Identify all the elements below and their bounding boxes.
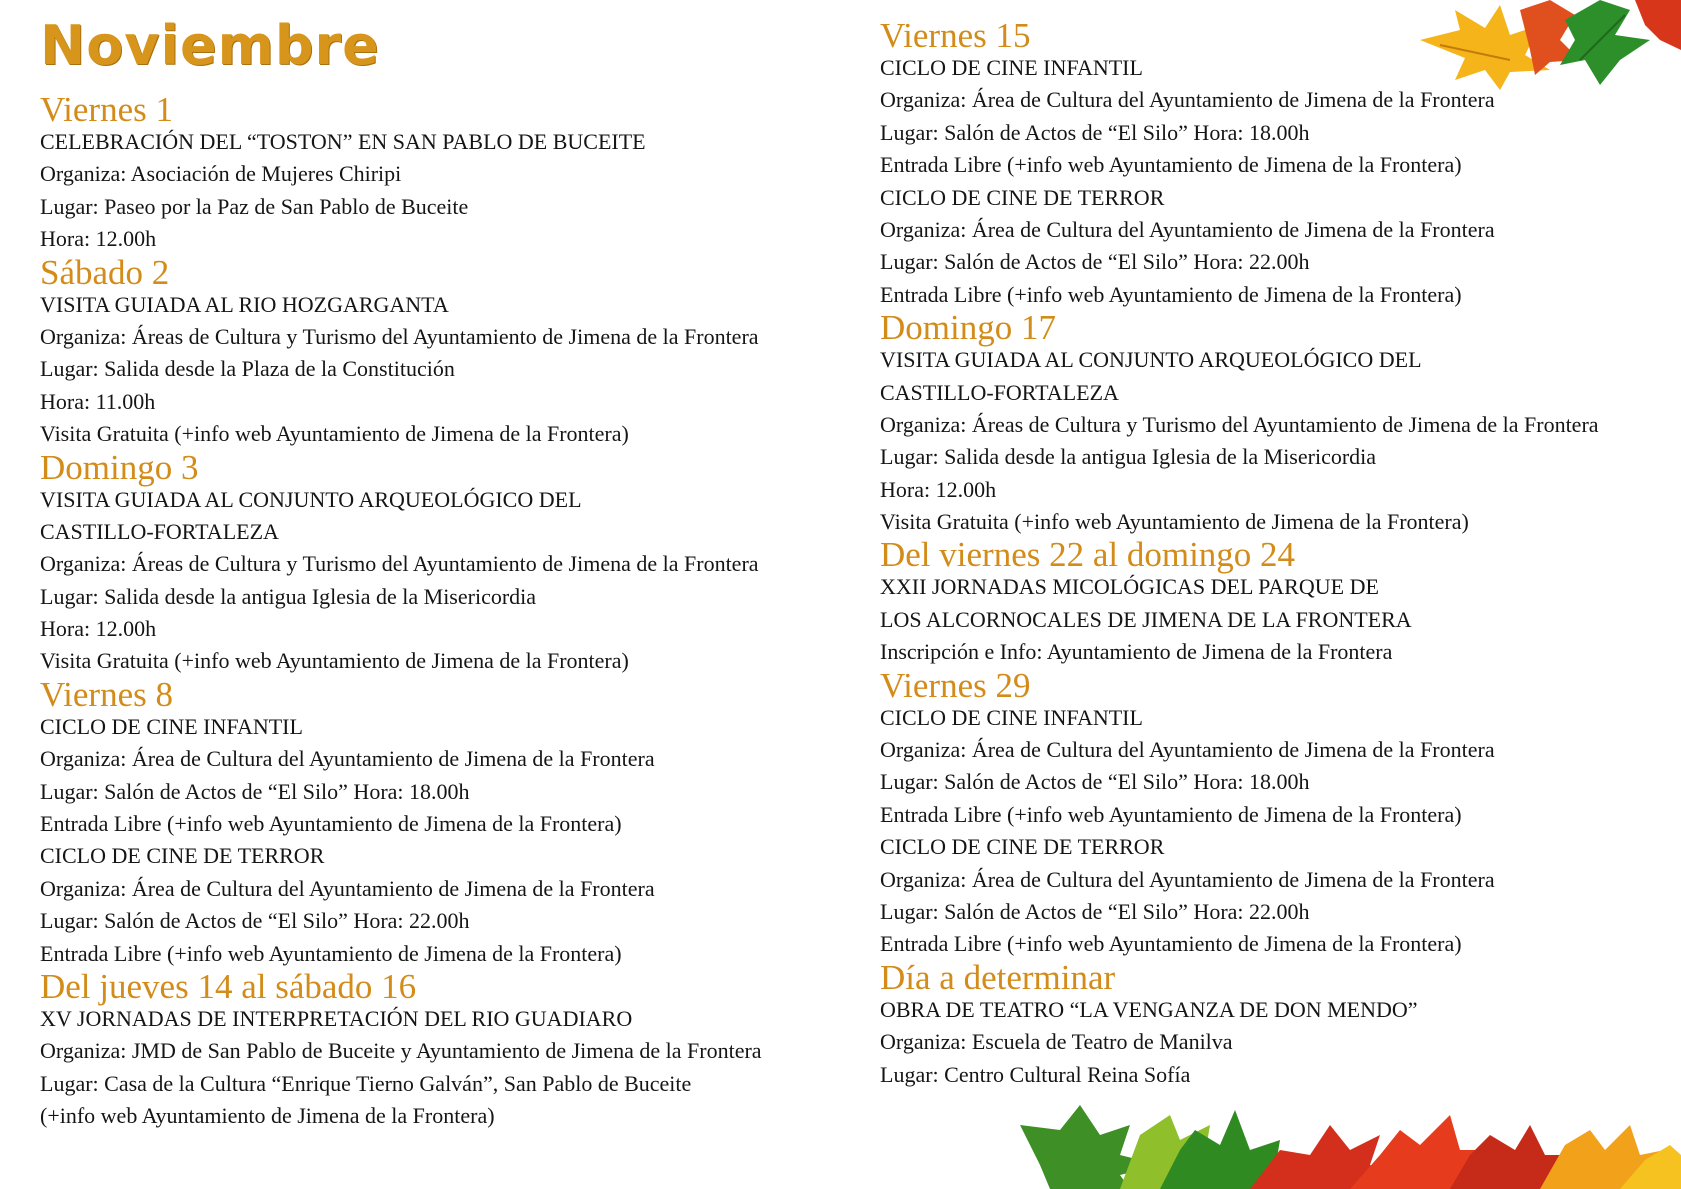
event-detail-line: OBRA DE TEATRO “LA VENGANZA DE DON MENDO” (880, 996, 1418, 1022)
event-detail-line: CICLO DE CINE INFANTIL (880, 55, 1143, 80)
event-date-heading: Viernes 29 (880, 665, 1031, 705)
event-detail-line: Visita Gratuita (+info web Ayuntamiento de Jimena de la Frontera) (40, 421, 629, 447)
event-detail-line: Lugar: Salida desde la antigua Iglesia de la Misericordia (40, 583, 537, 609)
event-date-heading: Día a determinar (880, 957, 1116, 997)
page-title: Noviembre (40, 14, 380, 77)
event-detail-line: Organiza: Asociación de Mujeres Chiripi (40, 161, 402, 187)
event-detail-line: Entrada Libre (+info web Ayuntamiento de Jimena de la Frontera) (40, 940, 622, 966)
event-detail-line: Entrada Libre (+info web Ayuntamiento de Jimena de la Frontera) (880, 801, 1462, 827)
event-detail-line: Hora: 12.00h (40, 616, 157, 642)
event-date-heading: Domingo 3 (40, 447, 199, 487)
event-detail-line: Lugar: Salón de Actos de “El Silo” Hora: 22.00h (880, 249, 1310, 275)
event-date-heading: Viernes 1 (40, 90, 173, 129)
event-block (880, 535, 1670, 668)
event-detail-line: Organiza: Área de Cultura del Ayuntamiento de Jimena de la Frontera (880, 737, 1495, 763)
event-block (40, 674, 820, 970)
autumn-leaves-top-decoration (1400, 0, 1681, 90)
event-detail-line: Lugar: Salón de Actos de “El Silo” Hora: 22.00h (40, 908, 470, 934)
event-detail-line: Organiza: Área de Cultura del Ayuntamiento de Jimena de la Frontera (40, 746, 655, 772)
event-detail-line: Hora: 12.00h (40, 226, 157, 252)
event-detail-line: Organiza: Área de Cultura del Ayuntamiento de Jimena de la Frontera (880, 216, 1495, 242)
event-detail-line: Visita Gratuita (+info web Ayuntamiento de Jimena de la Frontera) (40, 648, 629, 674)
event-detail-line: Lugar: Casa de la Cultura “Enrique Tierno Galván”, San Pablo de Buceite (40, 1070, 692, 1096)
event-detail-line: Organiza: Áreas de Cultura y Turismo del Ayuntamiento de Jimena de la Frontera (40, 323, 759, 349)
event-detail-line: LOS ALCORNOCALES DE JIMENA DE LA FRONTERA (880, 606, 1412, 632)
event-detail-line: CELEBRACIÓN DEL “TOSTON” EN SAN PABLO DE BUCEITE (40, 129, 646, 154)
right-column (880, 16, 1670, 1091)
event-detail-line: Lugar: Salón de Actos de “El Silo” Hora: 18.00h (880, 119, 1310, 145)
event-detail-line: CICLO DE CINE INFANTIL (880, 704, 1143, 730)
event-detail-line: CICLO DE CINE DE TERROR (880, 184, 1165, 210)
left-column (40, 90, 820, 1133)
event-date-heading: Domingo 17 (880, 308, 1056, 348)
event-detail-line: CASTILLO-FORTALEZA (40, 518, 279, 544)
event-detail-line: Lugar: Salón de Actos de “El Silo” Hora: 18.00h (880, 769, 1310, 795)
event-date-heading: Viernes 15 (880, 16, 1031, 55)
event-detail-line: CASTILLO-FORTALEZA (880, 379, 1119, 405)
event-date-heading: Viernes 8 (40, 674, 173, 714)
event-detail-line: Entrada Libre (+info web Ayuntamiento de Jimena de la Frontera) (880, 152, 1462, 178)
event-detail-line: Organiza: Escuela de Teatro de Manilva (880, 1029, 1233, 1055)
event-block (40, 90, 820, 256)
event-date-heading: Del viernes 22 al domingo 24 (880, 535, 1296, 575)
event-detail-line: Inscripción e Info: Ayuntamiento de Jimena de la Frontera (880, 639, 1393, 665)
event-detail-line: VISITA GUIADA AL RIO HOZGARGANTA (40, 291, 449, 317)
event-block (880, 957, 1670, 1091)
event-detail-line: Hora: 12.00h (880, 476, 997, 502)
event-detail-line: Organiza: Áreas de Cultura y Turismo del Ayuntamiento de Jimena de la Frontera (40, 551, 759, 577)
event-block (40, 252, 820, 451)
event-detail-line: Lugar: Salida desde la antigua Iglesia de la Misericordia (880, 444, 1377, 470)
event-block (880, 308, 1670, 538)
event-detail-line: Lugar: Salón de Actos de “El Silo” Hora: 18.00h (40, 778, 470, 804)
event-detail-line: CICLO DE CINE INFANTIL (40, 713, 303, 739)
autumn-leaves-bottom-decoration (1020, 1095, 1681, 1189)
event-date-heading: Del jueves 14 al sábado 16 (40, 966, 417, 1006)
event-block (880, 665, 1670, 961)
event-detail-line: Lugar: Salida desde la Plaza de la Constitución (40, 356, 455, 382)
event-detail-line: Lugar: Paseo por la Paz de San Pablo de Buceite (40, 193, 469, 219)
event-detail-line: Visita Gratuita (+info web Ayuntamiento de Jimena de la Frontera) (880, 509, 1469, 535)
event-detail-line: CICLO DE CINE DE TERROR (40, 843, 325, 869)
event-block (40, 447, 820, 678)
event-date-heading: Sábado 2 (40, 252, 170, 292)
event-detail-line: Entrada Libre (+info web Ayuntamiento de Jimena de la Frontera) (880, 931, 1462, 957)
event-detail-line: Organiza: JMD de San Pablo de Buceite y Ayuntamiento de Jimena de la Frontera (40, 1038, 762, 1064)
event-detail-line: Entrada Libre (+info web Ayuntamiento de Jimena de la Frontera) (880, 281, 1462, 307)
event-detail-line: Organiza: Área de Cultura del Ayuntamiento de Jimena de la Frontera (880, 866, 1495, 892)
event-detail-line: Organiza: Área de Cultura del Ayuntamiento de Jimena de la Frontera (880, 87, 1495, 113)
event-detail-line: (+info web Ayuntamiento de Jimena de la Frontera) (40, 1103, 495, 1129)
event-detail-line: Entrada Libre (+info web Ayuntamiento de Jimena de la Frontera) (40, 811, 622, 837)
event-detail-line: Organiza: Área de Cultura del Ayuntamiento de Jimena de la Frontera (40, 875, 655, 901)
event-detail-line: Organiza: Áreas de Cultura y Turismo del Ayuntamiento de Jimena de la Frontera (880, 411, 1599, 437)
event-detail-line: Lugar: Centro Cultural Reina Sofía (880, 1061, 1191, 1087)
event-detail-line: Lugar: Salón de Actos de “El Silo” Hora: 22.00h (880, 898, 1310, 924)
event-detail-line: CICLO DE CINE DE TERROR (880, 834, 1165, 860)
event-detail-line: XV JORNADAS DE INTERPRETACIÓN DEL RIO GUADIARO (40, 1005, 633, 1031)
event-detail-line: XXII JORNADAS MICOLÓGICAS DEL PARQUE DE (880, 574, 1379, 600)
event-detail-line: VISITA GUIADA AL CONJUNTO ARQUEOLÓGICO DEL (40, 486, 582, 512)
event-block (40, 966, 820, 1133)
event-detail-line: VISITA GUIADA AL CONJUNTO ARQUEOLÓGICO DEL (880, 347, 1422, 373)
event-detail-line: Hora: 11.00h (40, 388, 156, 414)
